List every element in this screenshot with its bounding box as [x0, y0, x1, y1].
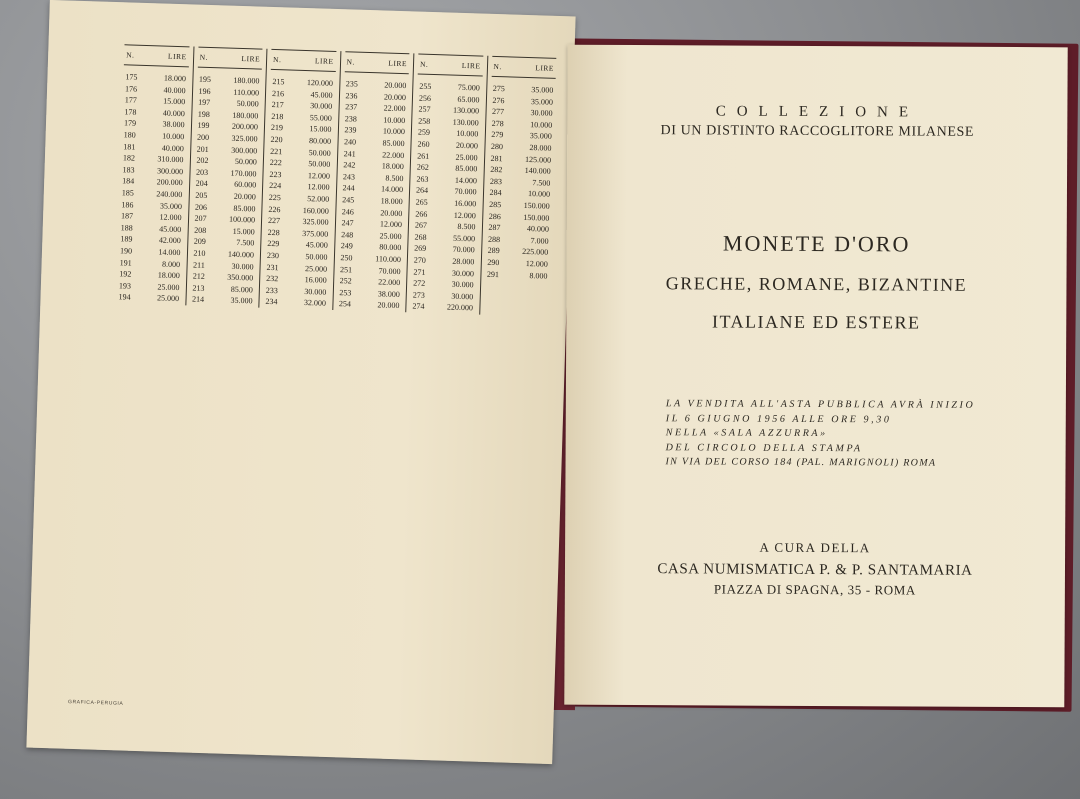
- lot-number: 219: [270, 123, 284, 133]
- header-number: N.: [493, 61, 502, 72]
- lot-number: 227: [267, 216, 281, 226]
- lot-price: 70.000: [454, 187, 477, 197]
- lot-number: 191: [119, 257, 132, 268]
- lot-price: 350.000: [227, 272, 254, 283]
- lot-number: 244: [342, 183, 355, 193]
- lot-number: 215: [272, 76, 285, 87]
- auction-line: IL 6 GIUGNO 1956 ALLE ORE 9,30: [665, 412, 892, 425]
- lot-price: 38.000: [162, 119, 185, 130]
- lot-price: 14.000: [454, 175, 478, 186]
- lot-price: 25.000: [379, 231, 402, 241]
- column-header: [418, 54, 483, 77]
- lot-number: 274: [412, 301, 425, 312]
- lot-number: 278: [491, 118, 504, 129]
- lot-number: 198: [197, 109, 211, 119]
- lot-number: 217: [271, 100, 284, 110]
- lot-price: 20.000: [380, 207, 403, 218]
- collector-line: DI UN DISTINTO RACCOGLITORE MILANESE: [660, 123, 975, 140]
- header-lire: LIRE: [167, 51, 187, 62]
- auction-line: IN VIA DEL CORSO 184 (PAL. MARIGNOLI) ROMA: [665, 456, 937, 469]
- lot-price: 110.000: [375, 254, 402, 264]
- lot-price: 80.000: [308, 136, 332, 146]
- lot-price: 20.000: [383, 92, 407, 102]
- lot-number: 270: [413, 255, 427, 265]
- lot-price: 40.000: [161, 143, 184, 153]
- lot-price: 30.000: [451, 291, 474, 302]
- lot-price: 22.000: [382, 150, 405, 160]
- column-header: [124, 44, 189, 67]
- lot-price: 8.500: [385, 173, 404, 183]
- lot-price: 32.000: [303, 298, 327, 309]
- lot-price: 12.000: [307, 170, 331, 181]
- lot-number: 196: [198, 86, 211, 96]
- lot-number: 194: [118, 292, 131, 302]
- header-number: N.: [272, 54, 282, 65]
- lot-number: 245: [342, 195, 355, 205]
- lot-number: 281: [490, 153, 503, 163]
- lot-price: 110.000: [233, 87, 260, 98]
- lot-price: 300.000: [231, 145, 258, 156]
- auction-line: NELLA «SALA AZZURRA»: [665, 427, 828, 440]
- lot-price: 140.000: [524, 166, 551, 176]
- lot-number: 206: [194, 202, 208, 212]
- lot-number: 188: [120, 222, 133, 233]
- lot-price: 100.000: [228, 214, 256, 225]
- header-number: N.: [346, 57, 356, 67]
- lot-number: 257: [418, 104, 431, 115]
- auction-notice: [666, 397, 1046, 471]
- lot-number: 289: [487, 246, 500, 256]
- lot-price: 375.000: [302, 228, 329, 239]
- header-lire: LIRE: [241, 53, 261, 64]
- lot-number: 232: [266, 273, 279, 284]
- lot-number: 266: [415, 209, 428, 219]
- lot-price: 75.000: [457, 82, 480, 93]
- lot-price: 70.000: [452, 245, 475, 255]
- lot-number: 252: [339, 276, 352, 286]
- lot-number: 203: [195, 167, 209, 177]
- lot-price: 310.000: [157, 154, 184, 165]
- lot-price: 16.000: [454, 198, 477, 209]
- lot-number: 260: [417, 139, 430, 149]
- lot-price: 35.000: [531, 85, 554, 95]
- lot-number: 201: [196, 144, 209, 154]
- lot-price: 225.000: [522, 247, 549, 258]
- lot-number: 262: [416, 162, 429, 173]
- lot-price: 7.500: [532, 177, 551, 188]
- lot-price: 20.000: [455, 140, 479, 151]
- lot-price: 15.000: [232, 226, 255, 237]
- column-header: [491, 56, 556, 79]
- lot-price: 50.000: [308, 147, 331, 158]
- column-header: [271, 49, 336, 72]
- table-row: [485, 268, 550, 282]
- price-column: [112, 44, 194, 305]
- lot-number: 240: [343, 137, 357, 147]
- lot-number: 286: [488, 211, 501, 221]
- lot-price: 30.000: [304, 286, 327, 297]
- lot-number: 221: [270, 146, 283, 156]
- lot-price: 85.000: [455, 163, 478, 174]
- lot-number: 283: [489, 176, 503, 186]
- auction-line: LA VENDITA ALL'ASTA PUBBLICA AVRÀ INIZIO: [665, 398, 976, 411]
- lot-price: 80.000: [379, 242, 402, 253]
- lot-number: 200: [197, 132, 210, 142]
- lot-number: 249: [340, 241, 353, 251]
- lot-number: 211: [192, 260, 205, 270]
- printer-imprint: GRAFICA-PERUGIA: [67, 699, 124, 707]
- lot-price: 30.000: [451, 279, 474, 290]
- lot-price: 65.000: [457, 94, 480, 105]
- lot-number: 180: [123, 130, 136, 140]
- lot-number: 175: [125, 72, 138, 82]
- lot-number: 210: [193, 248, 206, 258]
- lot-number: 258: [418, 116, 431, 126]
- lot-price: 18.000: [163, 73, 187, 84]
- lot-number: 288: [487, 234, 501, 244]
- lot-price: 50.000: [305, 251, 328, 262]
- lot-price: 85.000: [382, 138, 405, 149]
- lot-number: 212: [192, 271, 205, 282]
- lot-price: 50.000: [308, 159, 331, 169]
- lot-price: 120.000: [306, 78, 334, 88]
- lot-price: 25.000: [157, 282, 180, 292]
- lot-number: 241: [343, 148, 356, 159]
- header-lire: LIRE: [388, 58, 408, 69]
- lot-number: 214: [191, 294, 205, 305]
- lot-price: 20.000: [233, 191, 256, 202]
- lot-price: 16.000: [304, 275, 327, 285]
- lot-price: 50.000: [236, 99, 259, 109]
- lot-number: 183: [122, 165, 135, 175]
- lot-price: 325.000: [302, 217, 329, 227]
- lot-price: 14.000: [380, 184, 404, 195]
- lot-price: 200.000: [156, 177, 183, 188]
- lot-price: 15.000: [163, 96, 186, 107]
- lot-price: 160.000: [302, 205, 330, 216]
- header-number: N.: [419, 59, 429, 69]
- curated-by: A CURA DELLA: [759, 539, 871, 556]
- table-row: [337, 298, 402, 312]
- lot-price: 7.000: [530, 235, 549, 246]
- lot-number: 190: [119, 246, 133, 256]
- price-column: [186, 46, 268, 307]
- lot-price: 170.000: [230, 168, 257, 179]
- lot-number: 250: [340, 253, 353, 263]
- lot-number: 222: [269, 158, 283, 168]
- lot-price: 140.000: [227, 249, 255, 260]
- price-table: [112, 44, 560, 317]
- lot-number: 207: [194, 213, 207, 224]
- lot-price: 38.000: [377, 289, 400, 299]
- lot-number: 199: [197, 120, 210, 131]
- lot-price: 40.000: [526, 224, 550, 234]
- lot-number: 208: [194, 225, 207, 235]
- lot-number: 291: [486, 269, 500, 279]
- lot-number: 197: [198, 97, 211, 108]
- lot-price: 14.000: [158, 247, 181, 258]
- lot-number: 185: [121, 188, 134, 198]
- lot-price: 20.000: [377, 300, 400, 311]
- lot-number: 237: [345, 102, 358, 112]
- lot-number: 246: [341, 206, 355, 217]
- lot-price: 25.000: [304, 263, 328, 274]
- dealer-name: CASA NUMISMATICA P. & P. SANTAMARIA: [657, 561, 973, 579]
- header-lire: LIRE: [461, 60, 481, 71]
- lot-number: 255: [419, 81, 432, 91]
- header-number: N.: [199, 52, 209, 62]
- lot-number: 290: [487, 257, 500, 268]
- lot-number: 187: [120, 211, 134, 221]
- lot-price: 35.000: [230, 296, 253, 306]
- lot-price: 325.000: [231, 133, 258, 144]
- lot-price: 25.000: [156, 293, 180, 304]
- lot-price: 12.000: [159, 212, 182, 223]
- lot-number: 193: [118, 280, 132, 291]
- lot-price: 10.000: [382, 126, 406, 137]
- lot-number: 204: [195, 178, 208, 189]
- lot-price: 8.000: [162, 259, 181, 269]
- lot-price: 35.000: [530, 96, 554, 107]
- lot-number: 202: [196, 155, 209, 166]
- lot-number: 282: [490, 164, 503, 175]
- lot-number: 189: [120, 234, 133, 244]
- lot-number: 248: [341, 229, 354, 240]
- price-column: [259, 49, 341, 310]
- lot-number: 229: [267, 239, 280, 249]
- lot-number: 233: [265, 285, 279, 295]
- lot-number: 216: [271, 88, 285, 98]
- lot-number: 228: [267, 227, 280, 237]
- lot-number: 267: [414, 220, 428, 231]
- lot-price: 10.000: [162, 131, 185, 142]
- lot-price: 50.000: [234, 156, 258, 167]
- lot-number: 259: [417, 127, 431, 138]
- lot-number: 273: [412, 290, 425, 300]
- lot-number: 276: [492, 95, 505, 105]
- lot-price: 18.000: [381, 161, 404, 172]
- lot-number: 247: [341, 218, 354, 228]
- lot-price: 45.000: [159, 224, 182, 234]
- lot-number: 205: [195, 190, 208, 200]
- lot-number: 242: [343, 160, 356, 170]
- lot-number: 261: [417, 151, 430, 161]
- lot-number: 226: [268, 204, 281, 214]
- lot-price: 28.000: [529, 143, 552, 153]
- lot-price: 12.000: [525, 258, 548, 269]
- lot-price: 35.000: [529, 131, 552, 142]
- lot-number: 239: [344, 125, 357, 135]
- lot-number: 265: [415, 197, 428, 207]
- lot-number: 284: [489, 188, 502, 198]
- lot-price: 30.000: [530, 108, 553, 118]
- lot-number: 184: [122, 176, 135, 187]
- lot-price: 18.000: [380, 196, 403, 207]
- lot-number: 178: [124, 107, 137, 117]
- lot-price: 12.000: [379, 219, 403, 230]
- lot-number: 272: [413, 278, 426, 288]
- lot-number: 224: [269, 181, 282, 191]
- lot-price: 25.000: [455, 152, 478, 162]
- lot-price: 7.500: [236, 238, 255, 248]
- lot-number: 287: [488, 222, 501, 233]
- lot-number: 181: [123, 141, 136, 152]
- table-row: [263, 296, 328, 310]
- price-column: [406, 53, 488, 314]
- lot-number: 269: [414, 243, 427, 254]
- lot-price: 45.000: [305, 240, 328, 251]
- lot-price: 60.000: [234, 180, 257, 190]
- lot-price: 300.000: [156, 166, 184, 176]
- lot-price: 220.000: [446, 302, 474, 313]
- price-column: [333, 51, 415, 312]
- lot-price: 15.000: [309, 124, 332, 135]
- lot-number: 213: [192, 283, 205, 293]
- column-header: [197, 47, 262, 70]
- collection-heading: COLLEZIONE: [715, 103, 920, 121]
- lot-price: 55.000: [452, 233, 476, 244]
- lot-number: 271: [413, 266, 426, 277]
- lot-number: 268: [414, 232, 427, 242]
- lot-price: 18.000: [157, 270, 180, 281]
- lot-number: 235: [345, 79, 359, 89]
- lot-price: 42.000: [158, 235, 182, 246]
- lot-number: 263: [416, 174, 429, 184]
- lot-price: 200.000: [231, 122, 259, 132]
- header-lire: LIRE: [314, 56, 334, 66]
- lot-number: 192: [119, 269, 132, 279]
- lot-number: 243: [342, 171, 356, 182]
- lot-price: 10.000: [530, 119, 553, 130]
- lot-number: 279: [491, 130, 504, 140]
- lot-price: 130.000: [452, 105, 480, 116]
- table-row: [190, 294, 255, 308]
- lot-number: 256: [418, 93, 432, 103]
- lot-number: 220: [270, 134, 283, 145]
- lot-price: 180.000: [233, 75, 260, 86]
- lot-number: 186: [121, 199, 134, 210]
- lot-price: 85.000: [233, 203, 256, 214]
- lot-price: 30.000: [231, 261, 254, 271]
- lot-price: 12.000: [453, 210, 476, 220]
- lot-price: 150.000: [523, 212, 550, 223]
- catalog-subtitle-2: ITALIANE ED ESTERE: [711, 311, 921, 333]
- lot-price: 70.000: [378, 265, 401, 276]
- lot-number: 218: [271, 111, 284, 122]
- lot-number: 230: [266, 250, 280, 261]
- lot-number: 251: [339, 264, 353, 275]
- price-column: [480, 56, 561, 317]
- lot-number: 195: [198, 74, 212, 85]
- lot-price: 30.000: [451, 268, 475, 278]
- lot-number: 277: [491, 107, 505, 117]
- lot-number: 264: [415, 185, 429, 196]
- lot-number: 275: [492, 83, 505, 94]
- lot-price: 52.000: [307, 194, 330, 204]
- lot-price: 8.500: [457, 221, 476, 232]
- lot-price: 30.000: [310, 101, 333, 112]
- lot-price: 20.000: [384, 80, 407, 91]
- dealer-address: PIAZZA DI SPAGNA, 35 - ROMA: [713, 581, 916, 598]
- lot-price: 150.000: [523, 200, 550, 211]
- lot-number: 253: [339, 287, 352, 298]
- lot-price: 85.000: [230, 284, 254, 295]
- catalog-subtitle-1: GRECHE, ROMANE, BIZANTINE: [665, 273, 968, 295]
- lot-number: 238: [344, 114, 357, 124]
- lot-number: 231: [266, 262, 279, 272]
- lot-price: 10.000: [383, 115, 406, 125]
- header-number: N.: [126, 50, 135, 60]
- lot-number: 179: [123, 118, 137, 129]
- lot-price: 22.000: [383, 103, 406, 114]
- lot-price: 8.000: [529, 270, 548, 281]
- lot-number: 254: [338, 299, 352, 309]
- lot-price: 125.000: [524, 154, 552, 165]
- left-page: [26, 0, 575, 764]
- lot-price: 180.000: [232, 110, 259, 121]
- lot-number: 234: [265, 297, 278, 307]
- auction-line: DEL CIRCOLO DELLA STAMPA: [665, 441, 863, 454]
- lot-price: 40.000: [162, 108, 186, 118]
- lot-price: 22.000: [378, 277, 401, 288]
- lot-number: 176: [124, 83, 138, 94]
- lot-number: 223: [269, 169, 282, 180]
- table-row: [116, 291, 181, 305]
- lot-price: 240.000: [156, 189, 183, 200]
- lot-number: 285: [489, 199, 502, 210]
- lot-price: 35.000: [159, 201, 183, 211]
- table-row: [410, 301, 475, 315]
- lot-price: 28.000: [452, 256, 475, 267]
- lot-number: 225: [268, 192, 281, 203]
- lot-number: 182: [122, 153, 136, 163]
- lot-price: 10.000: [456, 129, 479, 139]
- lot-price: 130.000: [452, 117, 479, 128]
- lot-number: 236: [345, 90, 358, 101]
- lot-price: 12.000: [307, 182, 330, 193]
- header-lire: LIRE: [535, 63, 555, 73]
- lot-price: 10.000: [527, 189, 551, 200]
- right-page: [564, 45, 1067, 708]
- column-header: [344, 51, 409, 74]
- lot-number: 177: [124, 95, 137, 105]
- lot-number: 280: [490, 141, 504, 152]
- lot-price: 45.000: [310, 89, 333, 100]
- lot-number: 209: [193, 236, 206, 247]
- lot-price: 40.000: [163, 85, 186, 95]
- lot-price: 55.000: [309, 112, 332, 123]
- catalog-title: MONETE D'ORO: [722, 230, 911, 257]
